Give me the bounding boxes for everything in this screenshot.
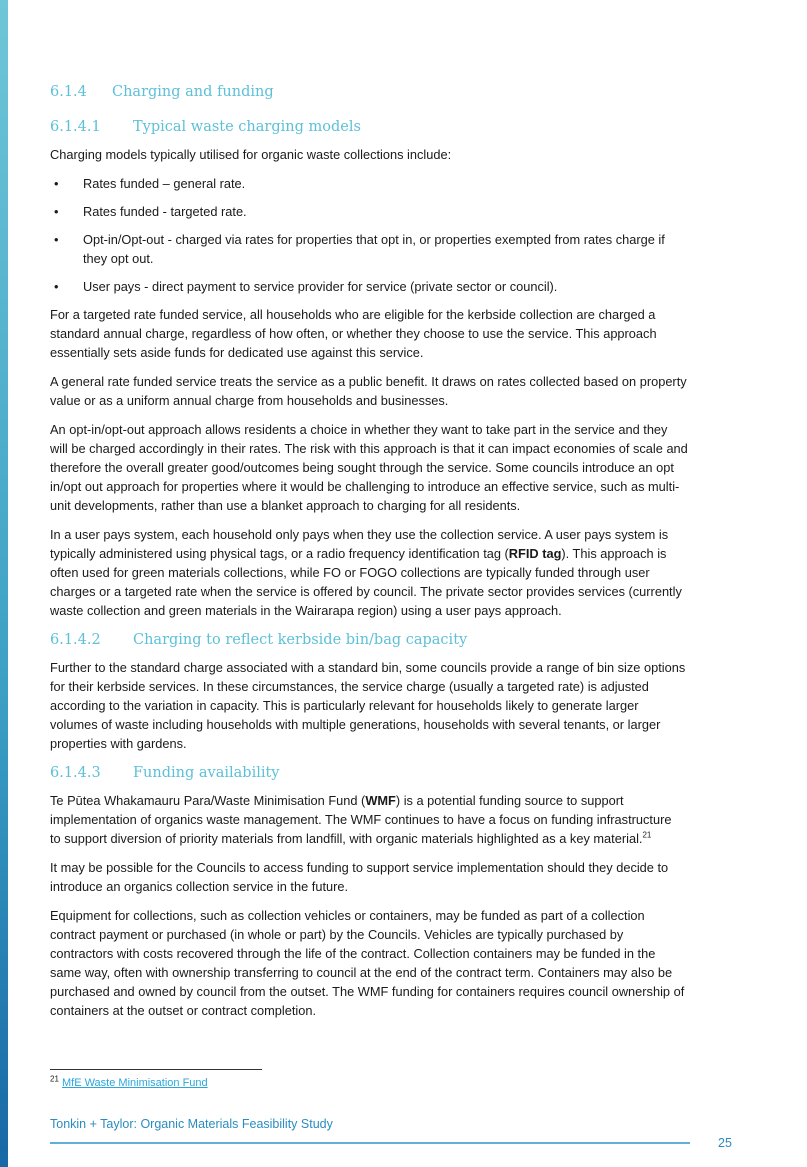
line bbox=[50, 544, 762, 563]
paragraph bbox=[50, 791, 762, 848]
subsection-number: 6.1.4.3 bbox=[50, 765, 101, 781]
subsection-title: Funding availability bbox=[133, 765, 280, 781]
section-heading bbox=[50, 82, 762, 102]
line: User pays - direct payment to service provider for service (private sector or council). bbox=[83, 279, 558, 294]
line: essentially sets aside funds for dedicated use against this service. bbox=[50, 345, 424, 360]
line bbox=[50, 791, 762, 810]
paragraph bbox=[50, 305, 762, 362]
bold-term: WMF bbox=[365, 793, 396, 808]
bullet-icon: • bbox=[54, 279, 59, 294]
footnote-ref[interactable]: 21 bbox=[642, 830, 652, 840]
line: Equipment for collections, such as collection vehicles or containers, may be funded as part of a collection bbox=[50, 908, 645, 923]
line: volumes of waste including households with multiple generations, households with several tenants, or larger bbox=[50, 717, 661, 732]
paragraph bbox=[50, 372, 762, 410]
bullet-icon: • bbox=[54, 176, 59, 191]
line: A general rate funded service treats the service as a public benefit. It draws on rates collected based on property bbox=[50, 374, 687, 389]
footnote-divider bbox=[50, 1069, 262, 1070]
list-item bbox=[50, 230, 762, 268]
footer-divider bbox=[50, 1142, 690, 1144]
line bbox=[50, 829, 762, 848]
bold-term: RFID tag bbox=[508, 546, 562, 561]
subsection-number: 6.1.4.2 bbox=[50, 632, 101, 648]
list-item bbox=[50, 202, 762, 221]
paragraph bbox=[50, 525, 762, 620]
subsection-title: Typical waste charging models bbox=[133, 119, 361, 135]
line: For a targeted rate funded service, all households who are eligible for the kerbside collection are charged a bbox=[50, 307, 656, 322]
line: they opt out. bbox=[83, 251, 154, 266]
line: contractors with costs recovered through the life of the contract. Collection containers may be funded in the bbox=[50, 946, 656, 961]
line: implementation of organics waste management. The WMF continues to have a focus on funding infrastructure bbox=[50, 812, 672, 827]
subsection-heading bbox=[50, 630, 762, 650]
text: Te Pūtea Whakamauru Para/Waste Minimisation Fund ( bbox=[50, 793, 366, 808]
line: purchased and owned by council from the outset. The WMF funding for containers requires council ownership of bbox=[50, 984, 685, 999]
page-number: 25 bbox=[718, 1136, 732, 1150]
line: therefore the overall greater good/outcomes being sought through the service. Some councils introduce an opt bbox=[50, 460, 674, 475]
line: Opt-in/Opt-out - charged via rates for properties that opt in, or properties exempted from rates charge if bbox=[83, 232, 665, 247]
footer-title: Tonkin + Taylor: Organic Materials Feasibility Study bbox=[50, 1117, 333, 1131]
footnote bbox=[50, 1074, 208, 1089]
line: charges or a targeted rate when the service is offered by council. The private sector provides services (currently bbox=[50, 584, 682, 599]
subsection-heading bbox=[50, 117, 762, 137]
line: Further to the standard charge associated with a standard bin, some councils provide a range of bin size options bbox=[50, 660, 686, 675]
section-title: Charging and funding bbox=[112, 84, 274, 100]
line: waste collection and green materials in the Wairarapa region) using a user pays approach. bbox=[50, 603, 562, 618]
bullet-icon: • bbox=[54, 204, 59, 219]
section-number: 6.1.4 bbox=[50, 84, 87, 100]
line: introduce an organics collection service in the future. bbox=[50, 879, 349, 894]
line: according to the variation in capacity. This is particularly relevant for households likely to generate larger bbox=[50, 698, 639, 713]
text: ). This approach is bbox=[561, 546, 667, 561]
line: Rates funded – general rate. bbox=[83, 176, 246, 191]
bullet-list bbox=[50, 174, 762, 296]
line: Rates funded - targeted rate. bbox=[83, 204, 247, 219]
page-edge-bar bbox=[0, 0, 8, 1167]
paragraph bbox=[50, 858, 762, 896]
line: same way, often with ownership transferring to council at the end of the contract term. Containers may also be bbox=[50, 965, 673, 980]
line: In a user pays system, each household only pays when they use the collection service. A user pays system is bbox=[50, 527, 669, 542]
document-body bbox=[50, 82, 762, 1030]
bullet-icon: • bbox=[54, 232, 59, 247]
line: standard annual charge, regardless of how often, or whether they choose to use the service. This approach bbox=[50, 326, 657, 341]
footnote-number: 21 bbox=[50, 1074, 59, 1084]
line: It may be possible for the Councils to access funding to support service implementation should they decide to bbox=[50, 860, 669, 875]
line: contract payment or purchased (in whole or part) by the Councils. Vehicles are typically purchased by bbox=[50, 927, 624, 942]
line: value or as a uniform annual charge from households and businesses. bbox=[50, 393, 449, 408]
paragraph: Charging models typically utilised for organic waste collections include: bbox=[50, 147, 452, 162]
line: properties with gardens. bbox=[50, 736, 187, 751]
line: An opt-in/opt-out approach allows residents a choice in whether they want to take part in the service and they bbox=[50, 422, 668, 437]
line: containers at the outset or contract completion. bbox=[50, 1003, 317, 1018]
text: ) is a potential funding source to support bbox=[395, 793, 624, 808]
subsection-heading bbox=[50, 763, 762, 783]
line: for their kerbside services. In these circumstances, the service charge (usually a targeted rate) is adjusted bbox=[50, 679, 649, 694]
line: often used for green materials collections, while FO or FOGO collections are typically funded through user bbox=[50, 565, 650, 580]
text: to support diversion of priority materials from landfill, with organic materials highlighted as a key material. bbox=[50, 831, 643, 846]
text: typically administered using physical tags, or a radio frequency identification tag ( bbox=[50, 546, 509, 561]
line: unit developments, rather than use a blanket approach to charging for all residents. bbox=[50, 498, 521, 513]
footnote-link[interactable]: MfE Waste Minimisation Fund bbox=[61, 1077, 208, 1089]
list-item bbox=[50, 174, 762, 193]
paragraph bbox=[50, 658, 762, 753]
list-item bbox=[50, 277, 762, 296]
subsection-title: Charging to reflect kerbside bin/bag capacity bbox=[133, 632, 468, 648]
paragraph bbox=[50, 906, 762, 1020]
paragraph bbox=[50, 420, 762, 515]
subsection-number: 6.1.4.1 bbox=[50, 119, 101, 135]
line: in/opt out approach for properties where it would be challenging to introduce an effective service, such as multi- bbox=[50, 479, 680, 494]
line: will be charged accordingly in their rates. The risk with this approach is that it can impact economies of scale and bbox=[50, 441, 688, 456]
